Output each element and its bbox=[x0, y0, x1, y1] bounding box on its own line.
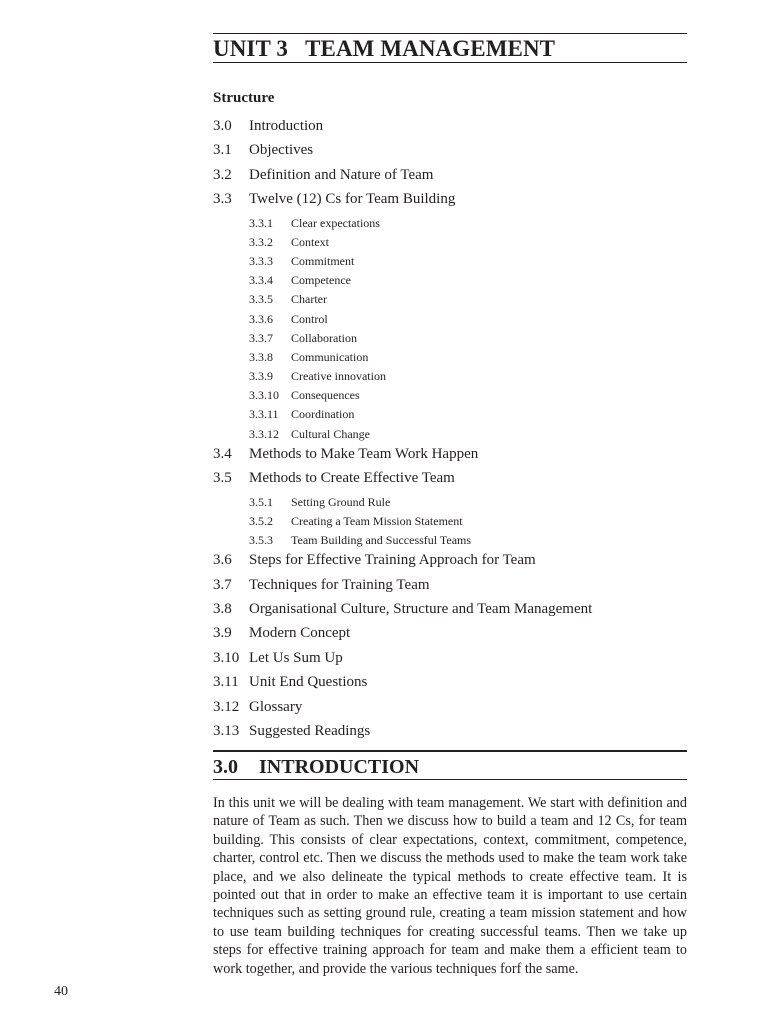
toc-entry-number: 3.13 bbox=[213, 722, 240, 739]
toc-subentry bbox=[213, 425, 687, 444]
toc-entry-number: 3.3.12 bbox=[249, 426, 279, 441]
toc-entry-label: Modern Concept bbox=[249, 625, 351, 642]
toc-entry-number: 3.12 bbox=[213, 698, 240, 715]
toc-entry bbox=[213, 550, 687, 574]
toc-entry-label: Methods to Make Team Work Happen bbox=[249, 445, 479, 462]
toc-entry-label: Steps for Effective Training Approach for Team bbox=[249, 552, 536, 569]
toc-entry-label: Consequences bbox=[291, 388, 360, 403]
toc-entry-number: 3.2 bbox=[213, 166, 232, 183]
toc-subentry bbox=[213, 367, 687, 386]
toc-entry-number: 3.6 bbox=[213, 552, 232, 569]
toc-entry-number: 3.9 bbox=[213, 625, 232, 642]
toc-entry-label: Clear expectations bbox=[291, 215, 380, 230]
toc-entry-number: 3.8 bbox=[213, 600, 232, 617]
toc-entry bbox=[213, 116, 687, 140]
toc-entry-label: Communication bbox=[291, 349, 369, 364]
toc-subentry bbox=[213, 329, 687, 348]
toc-entry-number: 3.0 bbox=[213, 118, 232, 134]
toc-subentry bbox=[213, 348, 687, 367]
toc-entry-number: 3.5.3 bbox=[249, 532, 273, 547]
toc-entry-label: Coordination bbox=[291, 407, 355, 422]
toc-subentry bbox=[213, 386, 687, 405]
toc-entry-label: Control bbox=[291, 311, 328, 326]
section-header bbox=[213, 750, 687, 780]
toc-entry-label: Objectives bbox=[249, 142, 314, 159]
toc-entry-number: 3.3.4 bbox=[249, 273, 273, 288]
toc-entry bbox=[213, 575, 687, 599]
toc-entry-label: Commitment bbox=[291, 253, 355, 268]
toc-entry-number: 3.3.3 bbox=[249, 253, 273, 268]
toc-entry-number: 3.3.1 bbox=[249, 215, 273, 230]
toc-entry-label: Charter bbox=[291, 292, 327, 307]
toc-subentry bbox=[213, 405, 687, 424]
toc-subentry bbox=[213, 531, 687, 550]
structure-heading: Structure bbox=[213, 90, 275, 106]
toc-entry-label: Creating a Team Mission Statement bbox=[291, 513, 463, 528]
toc-entry-label: Introduction bbox=[249, 118, 324, 134]
table-of-contents bbox=[213, 116, 687, 745]
toc-entry-label: Setting Ground Rule bbox=[291, 494, 391, 509]
toc-entry-label: Competence bbox=[291, 273, 351, 288]
page-number: 40 bbox=[54, 984, 68, 999]
toc-subentry bbox=[213, 233, 687, 252]
toc-entry bbox=[213, 697, 687, 721]
toc-entry-number: 3.3.5 bbox=[249, 292, 273, 307]
toc-entry-label: Organisational Culture, Structure and Team Management bbox=[249, 600, 593, 617]
toc-entry-number: 3.11 bbox=[213, 674, 239, 691]
toc-entry-label: Context bbox=[291, 234, 329, 249]
toc-entry-label: Cultural Change bbox=[291, 426, 370, 441]
toc-subentry bbox=[213, 252, 687, 271]
toc-entry bbox=[213, 189, 687, 213]
toc-entry bbox=[213, 648, 687, 672]
toc-entry bbox=[213, 672, 687, 696]
toc-subentry bbox=[213, 493, 687, 512]
toc-subentry bbox=[213, 290, 687, 309]
toc-entry bbox=[213, 140, 687, 164]
toc-entry-number: 3.3.7 bbox=[249, 330, 273, 345]
toc-entry-label: Definition and Nature of Team bbox=[249, 166, 434, 183]
toc-entry-number: 3.3.10 bbox=[249, 388, 279, 403]
introduction-paragraph: In this unit we will be dealing with team management. We start with definition and nature of Team as such. Then we discuss how to build a team and 12 Cs, for team building. This consists of clear expectations, context, commitment, competence, charter, control etc. Then we discuss the methods used to make the team work take place, and we also delineate the typical methods to create effective team. It is pointed out that in order to make an effective team it is important to use certain techniques such as setting ground rule, creating a team mission statement and how to use team building techniques for creating successful teams. Then we take up steps for effective training approach for team and make them a efficient team to work together, and provide the various techniques forf the same. bbox=[213, 795, 687, 977]
toc-entry-number: 3.3.11 bbox=[249, 407, 279, 422]
toc-subentry bbox=[213, 271, 687, 290]
toc-entry-number: 3.1 bbox=[213, 142, 232, 159]
toc-entry-number: 3.5.1 bbox=[249, 494, 273, 509]
toc-entry-number: 3.3.8 bbox=[249, 349, 273, 364]
toc-entry-number: 3.7 bbox=[213, 576, 232, 593]
toc-entry bbox=[213, 444, 687, 468]
toc-entry bbox=[213, 599, 687, 623]
toc-entry-label: Collaboration bbox=[291, 330, 357, 345]
section-number: 3.0 bbox=[213, 756, 238, 778]
toc-entry-label: Creative innovation bbox=[291, 369, 386, 384]
toc-entry bbox=[213, 468, 687, 492]
toc-entry bbox=[213, 623, 687, 647]
unit-title: UNIT 3 TEAM MANAGEMENT bbox=[213, 36, 556, 61]
toc-entry-number: 3.5 bbox=[213, 470, 232, 487]
toc-entry-label: Suggested Readings bbox=[249, 722, 371, 739]
toc-entry bbox=[213, 721, 687, 745]
toc-entry-label: Team Building and Successful Teams bbox=[291, 532, 472, 547]
section-title: INTRODUCTION bbox=[259, 756, 420, 778]
toc-entry bbox=[213, 165, 687, 189]
unit-header bbox=[213, 33, 687, 63]
toc-entry-number: 3.5.2 bbox=[249, 513, 273, 528]
toc-entry-number: 3.3.6 bbox=[249, 311, 273, 326]
toc-entry-label: Methods to Create Effective Team bbox=[249, 470, 455, 487]
toc-entry-label: Twelve (12) Cs for Team Building bbox=[249, 191, 456, 208]
toc-entry-number: 3.10 bbox=[213, 649, 240, 666]
toc-entry-label: Glossary bbox=[249, 698, 303, 715]
toc-entry-label: Let Us Sum Up bbox=[249, 649, 343, 666]
toc-subentry bbox=[213, 214, 687, 233]
toc-entry-number: 3.3 bbox=[213, 191, 232, 208]
toc-entry-label: Unit End Questions bbox=[249, 674, 368, 691]
toc-entry-label: Techniques for Training Team bbox=[249, 576, 430, 593]
toc-entry-number: 3.3.9 bbox=[249, 369, 273, 384]
toc-entry-number: 3.4 bbox=[213, 445, 232, 462]
toc-entry-number: 3.3.2 bbox=[249, 234, 273, 249]
toc-subentry bbox=[213, 310, 687, 329]
toc-subentry bbox=[213, 512, 687, 531]
